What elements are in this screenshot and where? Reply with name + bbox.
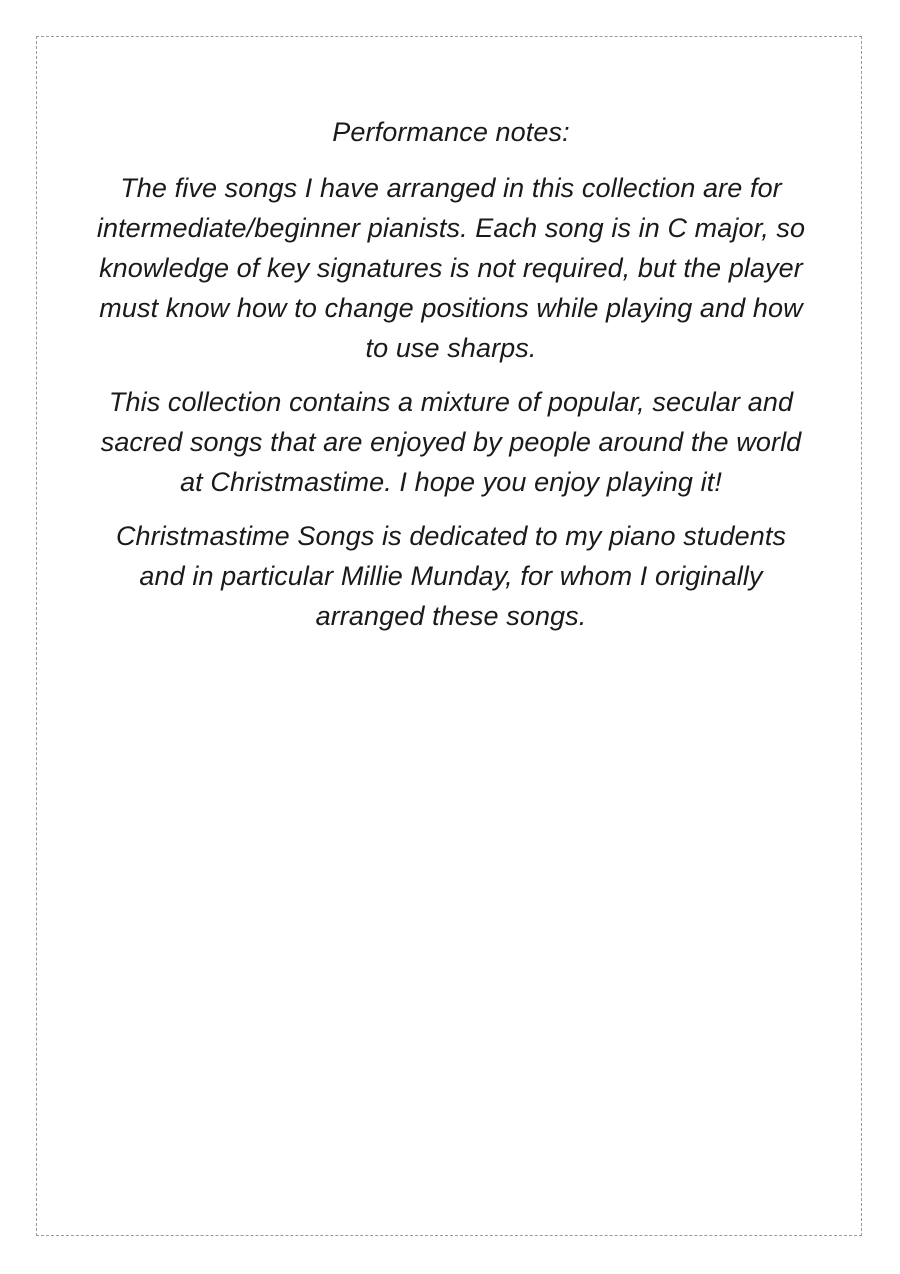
paragraph-collection: This collection contains a mixture of popular, secular and sacred songs that are enjoyed by people around the world at Christmastime. I hope you enjoy playing it!	[100, 387, 802, 497]
page-heading: Performance notes:	[332, 117, 570, 147]
paragraph-dedication: Christmastime Songs is dedicated to my piano students and in particular Millie Munday, for whom I originally arranged these songs.	[115, 521, 787, 631]
performance-notes-section	[96, 112, 806, 650]
paragraph-difficulty: The five songs I have arranged in this collection are for intermediate/beginner pianists. Each song is in C major, so knowledge of key signatures is not required, but the player must know how to change positions while playing and how to use sharps.	[96, 173, 806, 363]
